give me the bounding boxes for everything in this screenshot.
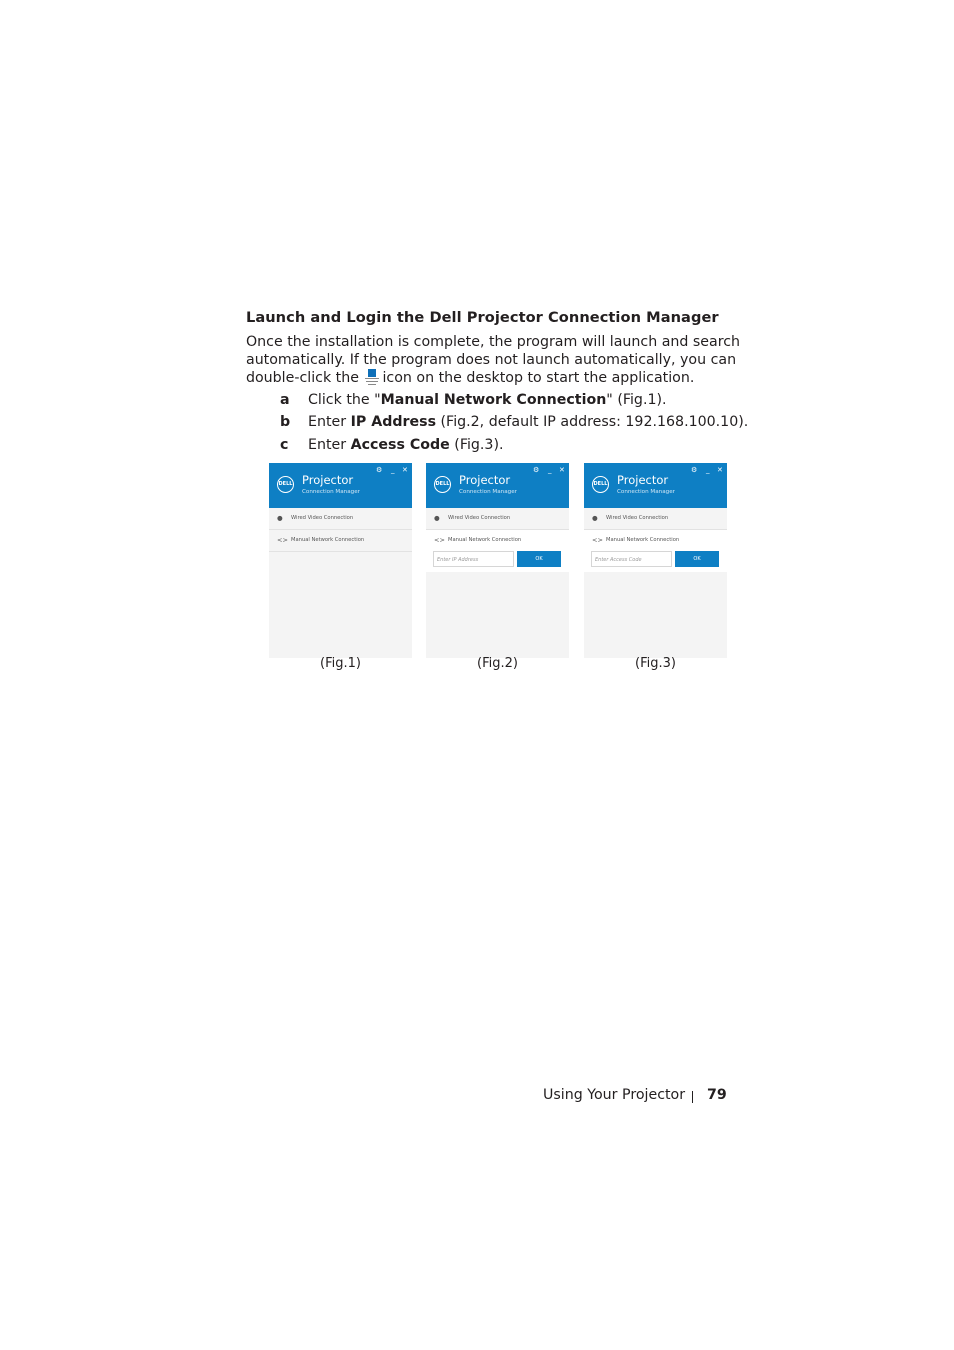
- wired-video-connection-label: Wired Video Connection: [448, 515, 511, 521]
- manual-network-connection-label: Manual Network Connection: [606, 537, 680, 543]
- step-a: [280, 392, 667, 408]
- intro-line-3-after: icon on the desktop to start the application.: [382, 370, 695, 387]
- code-brackets-icon: <>: [434, 536, 445, 544]
- wired-video-connection-item[interactable]: [269, 508, 412, 530]
- intro-line-2: automatically. If the program does not launch automatically, you can: [246, 351, 737, 368]
- plug-icon: ●: [434, 514, 440, 522]
- figure-caption-2: (Fig.2): [477, 656, 518, 671]
- step-text: Enter: [308, 437, 351, 453]
- step-emphasis: IP Address: [350, 414, 437, 430]
- footer-section-title: Using Your Projector: [543, 1087, 686, 1103]
- figure-caption-1: (Fig.1): [320, 656, 361, 671]
- step-emphasis: Access Code: [350, 437, 450, 453]
- manual-network-connection-item[interactable]: [269, 530, 412, 552]
- app-subtitle: Connection Manager: [459, 489, 517, 495]
- step-text: " (Fig.1).: [606, 392, 667, 408]
- ok-button[interactable]: OK: [675, 551, 719, 567]
- page-number: 79: [707, 1087, 727, 1103]
- dell-logo-icon: DELL: [277, 476, 294, 493]
- code-brackets-icon: <>: [277, 536, 288, 544]
- manual-network-connection-label: Manual Network Connection: [291, 537, 365, 543]
- app-title: Projector: [459, 473, 511, 487]
- intro-line-3-before: double-click the: [246, 370, 359, 387]
- minimize-icon[interactable]: _: [391, 466, 395, 474]
- wired-video-connection-item[interactable]: [426, 508, 569, 530]
- step-letter: c: [280, 437, 289, 453]
- dell-logo-icon: DELL: [592, 476, 609, 493]
- dell-logo-icon: DELL: [434, 476, 451, 493]
- minimize-icon[interactable]: _: [548, 466, 552, 474]
- step-letter: b: [280, 414, 291, 430]
- manual-network-connection-label: Manual Network Connection: [448, 537, 522, 543]
- intro-paragraph: [246, 334, 741, 388]
- manual-connection-panel: [584, 530, 727, 572]
- dell-projector-connection-manager-icon: [365, 369, 379, 387]
- step-text: Enter: [308, 414, 351, 430]
- step-c: [280, 437, 504, 453]
- intro-line-1: Once the installation is complete, the program will launch and search: [246, 334, 741, 350]
- gear-icon[interactable]: ⚙: [691, 466, 698, 474]
- step-b: [280, 414, 748, 430]
- close-icon[interactable]: ✕: [717, 466, 723, 474]
- app-subtitle: Connection Manager: [302, 489, 360, 495]
- intro-line-3: [246, 369, 716, 388]
- app-title: Projector: [617, 473, 669, 487]
- minimize-icon[interactable]: _: [706, 466, 710, 474]
- wired-video-connection-label: Wired Video Connection: [291, 515, 354, 521]
- footer-divider: [692, 1091, 693, 1103]
- wired-video-connection-item[interactable]: [584, 508, 727, 530]
- gear-icon[interactable]: ⚙: [376, 466, 383, 474]
- manual-connection-panel: [426, 530, 569, 572]
- app-window-fig2: [426, 463, 569, 658]
- access-code-input[interactable]: Enter Access Code: [591, 551, 672, 567]
- step-letter: a: [280, 392, 290, 408]
- close-icon[interactable]: ✕: [402, 466, 408, 474]
- step-text: (Fig.2, default IP address: 192.168.100.10).: [436, 414, 749, 430]
- app-subtitle: Connection Manager: [617, 489, 675, 495]
- ip-address-input[interactable]: Enter IP Address: [433, 551, 514, 567]
- step-text: (Fig.3).: [449, 437, 504, 453]
- app-header: [584, 463, 727, 508]
- step-emphasis: Manual Network Connection: [380, 392, 607, 408]
- gear-icon[interactable]: ⚙: [533, 466, 540, 474]
- app-window-fig1: [269, 463, 412, 658]
- ok-button[interactable]: OK: [517, 551, 561, 567]
- app-header: [269, 463, 412, 508]
- app-title: Projector: [302, 473, 354, 487]
- figure-caption-3: (Fig.3): [635, 656, 676, 671]
- section-heading: Launch and Login the Dell Projector Connection Manager: [246, 309, 719, 326]
- plug-icon: ●: [277, 514, 283, 522]
- code-brackets-icon: <>: [592, 536, 603, 544]
- wired-video-connection-label: Wired Video Connection: [606, 515, 669, 521]
- app-window-fig3: [584, 463, 727, 658]
- app-header: [426, 463, 569, 508]
- close-icon[interactable]: ✕: [559, 466, 565, 474]
- plug-icon: ●: [592, 514, 598, 522]
- step-text: Click the ": [308, 392, 381, 408]
